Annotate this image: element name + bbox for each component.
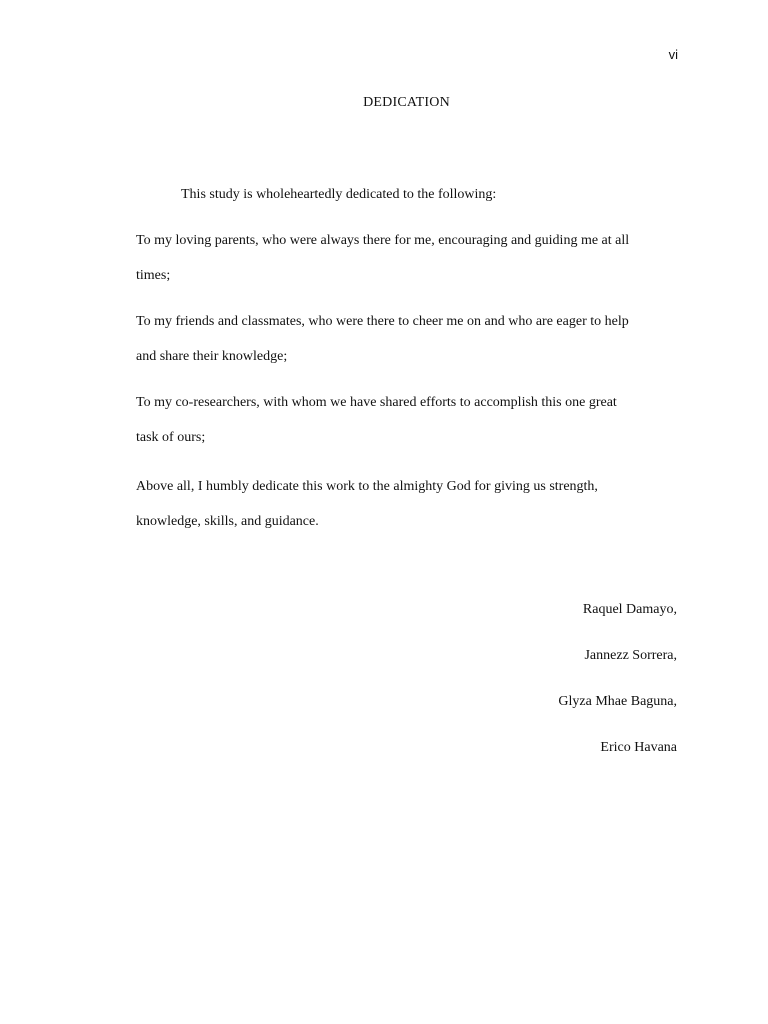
paragraph-line: To my co-researchers, with whom we have shared efforts to accomplish this one great bbox=[136, 395, 617, 410]
intro-sentence: This study is wholeheartedly dedicated to the following: bbox=[181, 187, 497, 202]
signatory-name: Raquel Damayo, bbox=[582, 602, 677, 617]
dedication-paragraph-god bbox=[136, 469, 696, 539]
paragraph-line: To my loving parents, who were always there for me, encouraging and guiding me at all bbox=[136, 233, 630, 248]
paragraph-line: knowledge, skills, and guidance. bbox=[136, 514, 319, 529]
paragraph-line: task of ours; bbox=[136, 430, 206, 445]
signatory-list bbox=[558, 601, 677, 785]
paragraph-line: and share their knowledge; bbox=[136, 349, 288, 364]
page-title: DEDICATION bbox=[363, 95, 450, 110]
page-number: vi bbox=[668, 47, 678, 62]
dedication-paragraph-friends bbox=[136, 304, 696, 374]
signatory-name: Jannezz Sorrera, bbox=[584, 648, 677, 663]
paragraph-line: To my friends and classmates, who were there to cheer me on and who are eager to help bbox=[136, 314, 629, 329]
paragraph-line: times; bbox=[136, 268, 171, 283]
signatory-name: Erico Havana bbox=[600, 740, 677, 755]
dedication-paragraph-co-researchers bbox=[136, 385, 696, 455]
signatory-name: Glyza Mhae Baguna, bbox=[558, 694, 677, 709]
paragraph-line: Above all, I humbly dedicate this work to the almighty God for giving us strength, bbox=[136, 479, 598, 494]
dedication-paragraph-parents bbox=[136, 223, 696, 293]
